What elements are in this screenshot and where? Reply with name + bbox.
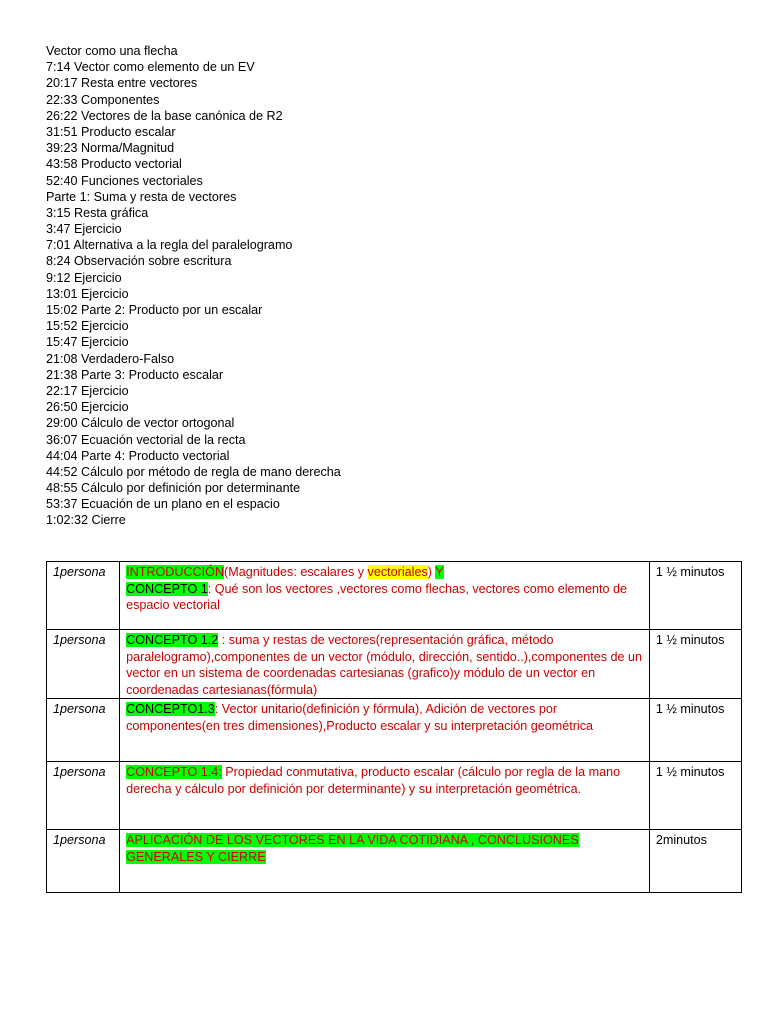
presenter-cell: 1persona [47,630,120,699]
timestamp-line: 3:15 Resta gráfica [46,205,149,220]
timestamp-line: 39:23 Norma/Magnitud [46,141,175,156]
concept-label: CONCEPTO 1.4: [126,765,222,779]
timestamp-line: 1:02:32 Cierre [46,513,126,528]
timestamp-line: 15:47 Ejercicio [46,335,129,350]
timestamp-line: 7:14 Vector como elemento de un EV [46,60,255,75]
intro-label: INTRODUCCIÓN [126,565,225,579]
duration-cell: 1 ½ minutos [649,630,741,699]
timestamp-line: 7:01 Alternativa a la regla del paralelogramo [46,238,293,253]
content-cell [120,562,650,630]
intro-text-end: ) [427,565,436,579]
timestamp-line: 48:55 Cálculo por definición por determinante [46,481,301,496]
concept-label: CONCEPTO 1.2 [126,633,219,647]
table-row [47,830,742,893]
concept-label-2: GENERALES Y CIERRE [126,849,266,864]
timestamp-line: 26:50 Ejercicio [46,400,129,415]
timestamp-list [46,43,341,529]
timestamp-line: 15:52 Ejercicio [46,319,129,334]
presenter-cell: 1persona [47,699,120,762]
intro-text: (Magnitudes: escalares y [224,565,368,579]
content-cell [120,699,650,762]
timestamp-line: 44:04 Parte 4: Producto vectorial [46,448,230,463]
timestamp-line: Parte 1: Suma y resta de vectores [46,189,237,204]
timestamp-line: 22:33 Componentes [46,92,160,107]
timestamp-line: 21:08 Verdadero-Falso [46,351,175,366]
timestamp-line: 44:52 Cálculo por método de regla de mano derecha [46,464,341,479]
timestamp-line: 3:47 Ejercicio [46,222,122,237]
content-cell [120,762,650,830]
concept-label: CONCEPTO 1 [126,581,208,596]
timestamp-line: 15:02 Parte 2: Producto por un escalar [46,303,263,317]
table-row [47,762,742,830]
timestamp-line: 29:00 Cálculo de vector ortogonal [46,416,235,431]
concept-text: Propiedad conmutativa, producto escalar (cálculo por regla de la mano derecha y cálculo por definición por determinante) y su interpretación geométrica. [126,765,621,796]
timestamp-line: 13:01 Ejercicio [46,286,129,301]
timestamp-line: 22:17 Ejercicio [46,383,129,398]
timestamp-line: 9:12 Ejercicio [46,270,122,285]
intro-y: Y [435,565,444,579]
concept-text: : Qué son los vectores ,vectores como flechas, vectores como elemento de espacio vectorial [126,581,628,612]
timestamp-line: 26:22 Vectores de la base canónica de R2 [46,108,283,123]
timestamp-line: 20:17 Resta entre vectores [46,76,198,91]
concept-text: : Vector unitario(definición y fórmula), Adición de vectores por componentes(en tres dimensiones),Producto escalar y su interpretación geométrica [126,702,593,733]
presenter-cell: 1persona [47,830,120,893]
duration-cell: 1 ½ minutos [649,562,741,630]
timestamp-line: Vector como una flecha [46,44,178,58]
presenter-cell: 1persona [47,562,120,630]
timestamp-line: 52:40 Funciones vectoriales [46,173,203,188]
table-row [47,630,742,699]
timestamp-line: 36:07 Ecuación vectorial de la recta [46,432,246,447]
concept-label: CONCEPTO1.3 [126,702,215,716]
content-cell [120,630,650,699]
timestamp-line: 43:58 Producto vectorial [46,157,182,172]
presenter-cell: 1persona [47,762,120,830]
duration-cell: 2minutos [649,830,741,893]
duration-cell: 1 ½ minutos [649,699,741,762]
concept-text: : suma y restas de vectores(representación gráfica, método paralelogramo),componentes de un vector (módulo, dirección, sentido..),componentes de un vector en un sistema de coordenadas cartesianas (grafico)y módulo de un vector en coordenadas cartesianas(fórmula) [126,633,643,697]
timestamp-line: 31:51 Producto escalar [46,124,176,139]
table-row [47,562,742,630]
presentation-plan-table [46,561,742,893]
content-cell [120,830,650,893]
timestamp-line: 8:24 Observación sobre escritura [46,254,232,269]
table-row [47,699,742,762]
concept-label: APLICACIÓN DE LOS VECTORES EN LA VIDA COTIDIANA , CONCLUSIONES [126,833,579,847]
timestamp-line: 21:38 Parte 3: Producto escalar [46,367,224,382]
intro-highlight: vectoriales [367,565,428,579]
timestamp-line: 53:37 Ecuación de un plano en el espacio [46,497,280,512]
duration-cell: 1 ½ minutos [649,762,741,830]
